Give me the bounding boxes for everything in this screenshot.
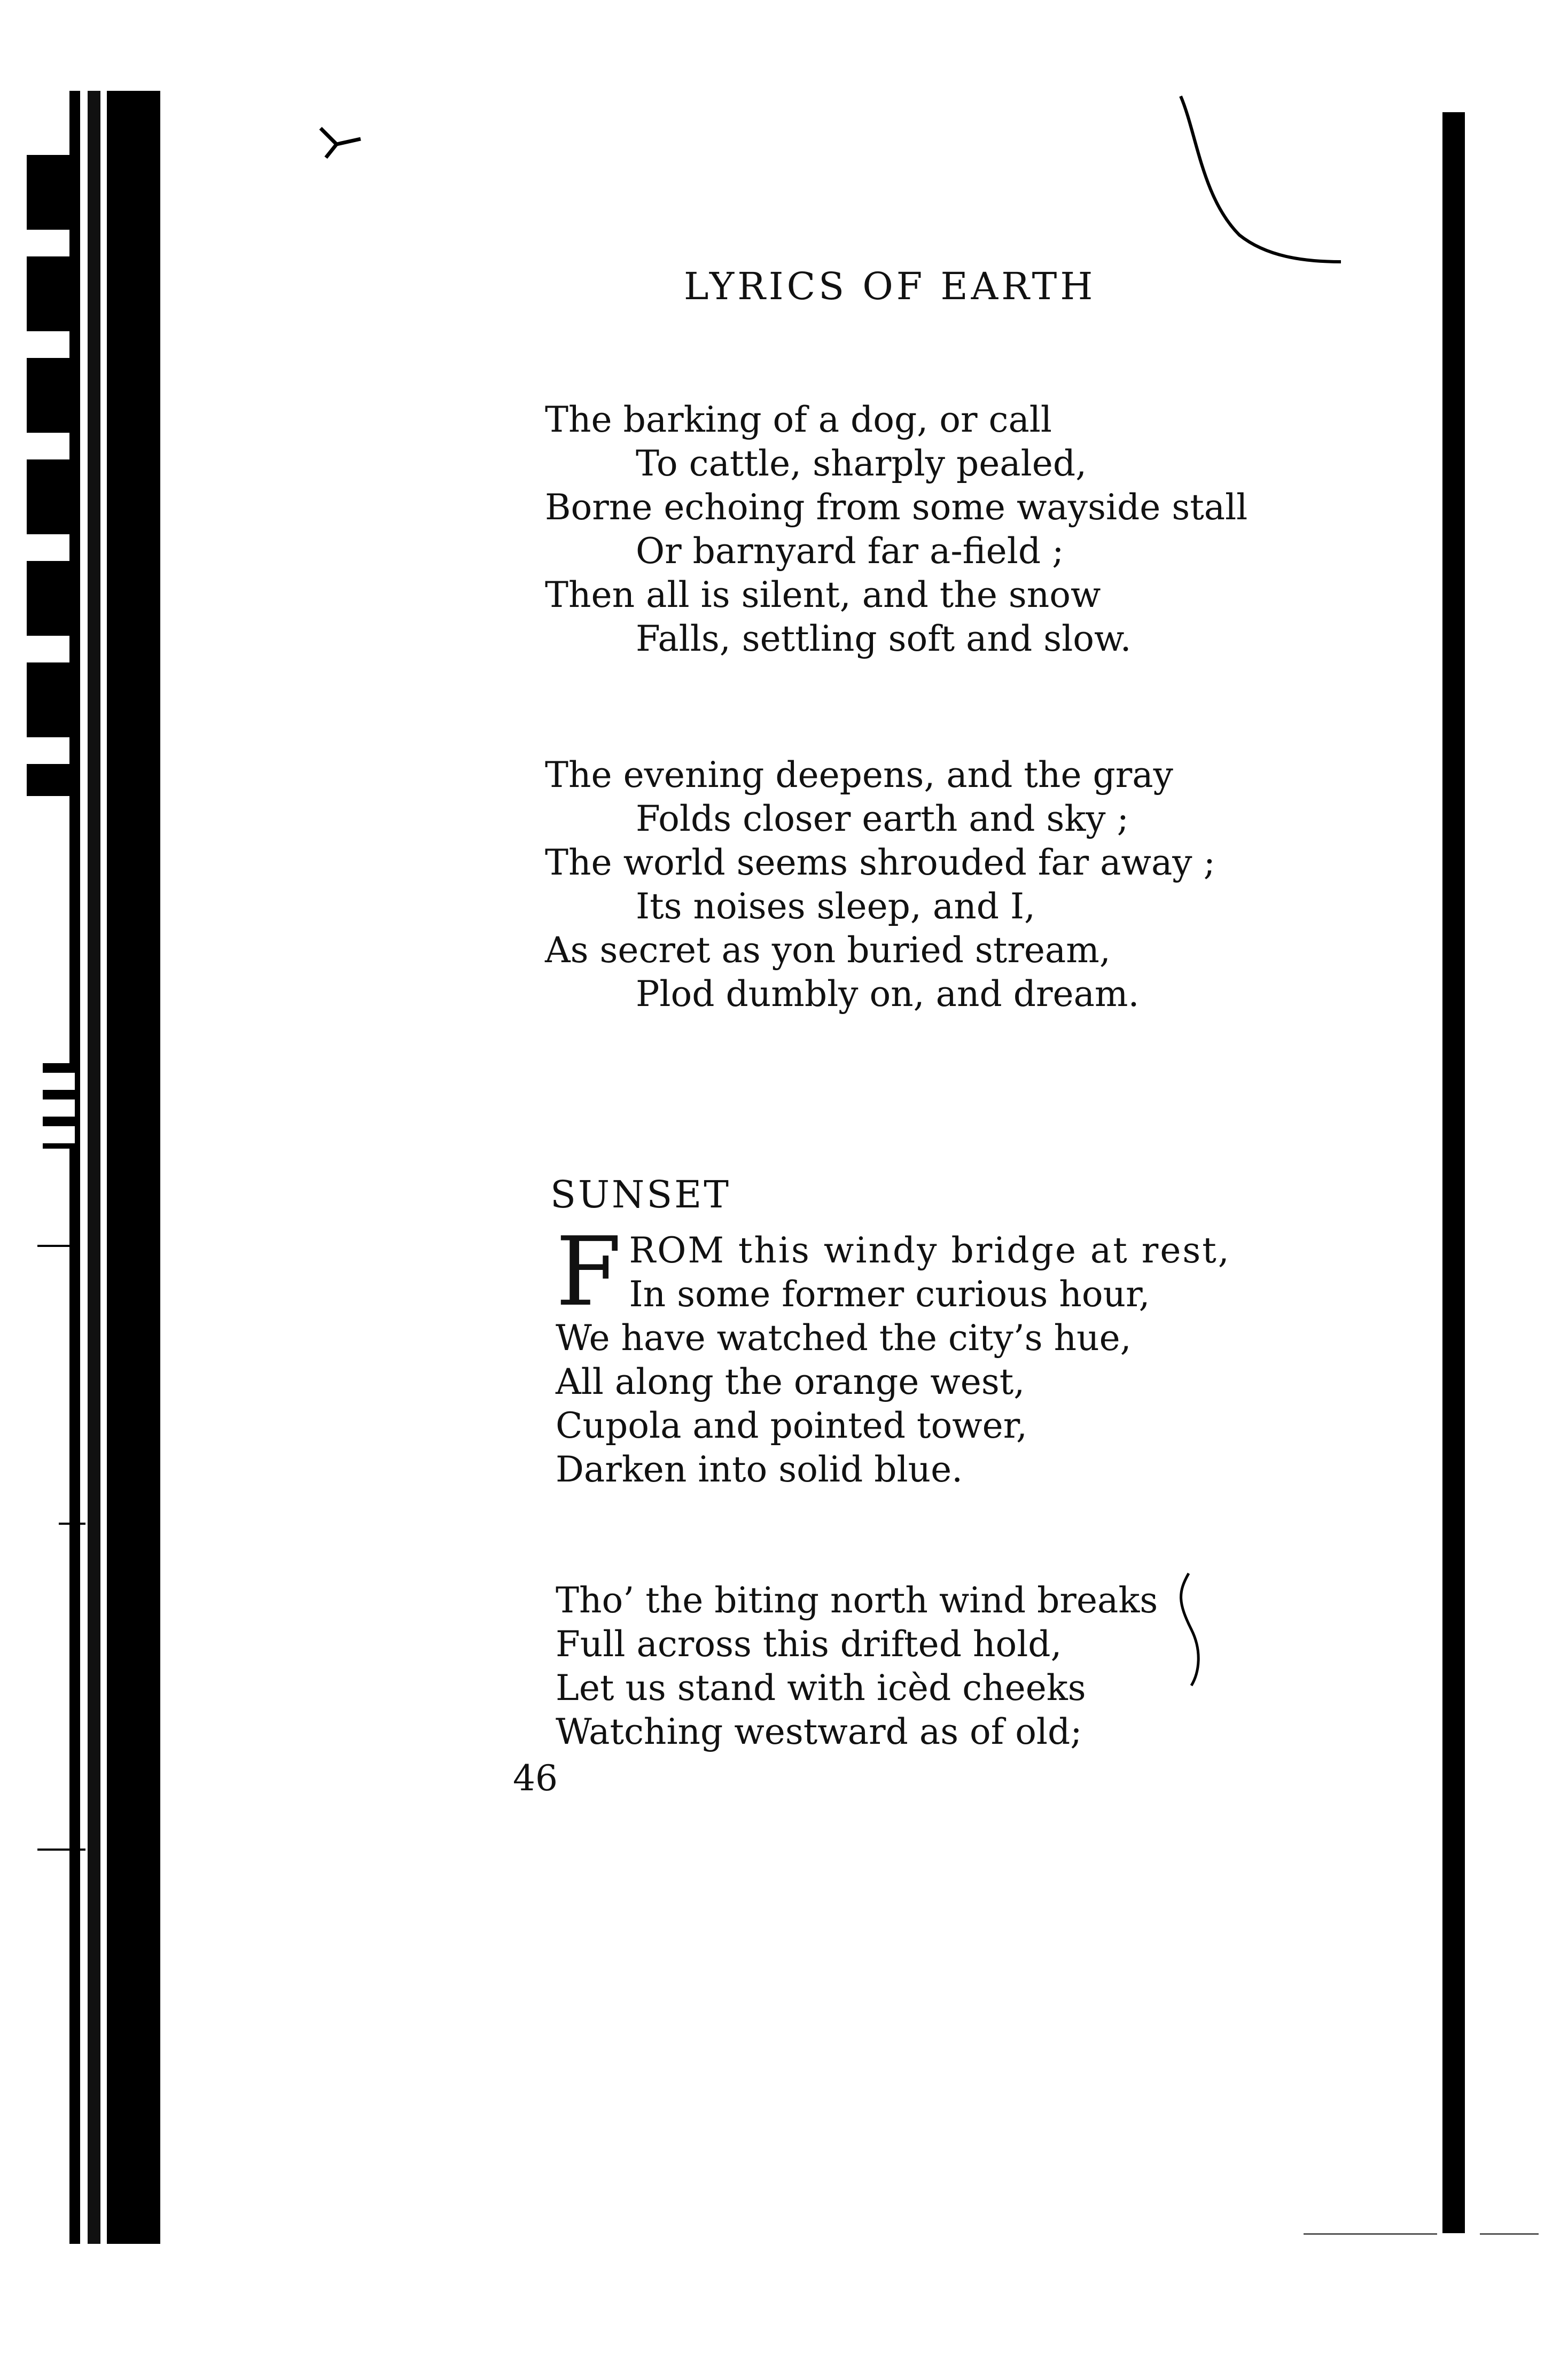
verse-line: Darken into solid blue.: [556, 1449, 963, 1490]
stanza-2: [545, 753, 1215, 1016]
scan-edge-mark: [37, 1849, 85, 1851]
verse-line: Tho’ the biting north wind breaks: [556, 1580, 1158, 1621]
scan-edge-tabs: [27, 155, 75, 796]
sunset-stanza-1: [556, 1216, 1231, 1492]
verse-line: Its noises sleep, and I,: [636, 886, 1036, 927]
sunset-stanza-2: [556, 1579, 1158, 1754]
scan-bottom-dash: [1304, 2233, 1437, 2235]
verse-line: The barking of a dog, or call: [545, 399, 1052, 440]
verse-line: As secret as yon buried stream,: [545, 930, 1111, 971]
scan-edge-mark: [59, 1523, 85, 1525]
scan-right-edge: [1442, 112, 1465, 2233]
pencil-bracket-mark: [1175, 1571, 1207, 1688]
verse-line: Then all is silent, and the snow: [545, 574, 1101, 615]
verse-line: Plod dumbly on, and dream.: [636, 973, 1140, 1015]
running-header: LYRICS OF EARTH: [684, 264, 1096, 308]
verse-line: Full across this drifted hold,: [556, 1624, 1062, 1665]
verse-line: Let us stand with icèd cheeks: [556, 1667, 1086, 1709]
verse-line: Cupola and pointed tower,: [556, 1405, 1028, 1446]
scan-binding-edge: [69, 91, 160, 2244]
verse-line: Or barnyard far a-field ;: [636, 531, 1064, 572]
verse-line: Watching westward as of old;: [556, 1711, 1082, 1752]
poem-title: SUNSET: [550, 1173, 731, 1216]
verse-line: The evening deepens, and the gray: [545, 754, 1173, 796]
drop-cap: F: [556, 1216, 622, 1327]
verse-line: ROM this windy bridge at rest,: [629, 1230, 1231, 1271]
scan-bottom-dash: [1480, 2233, 1539, 2235]
bird-mark: [315, 123, 363, 160]
verse-line: All along the orange west,: [556, 1361, 1025, 1402]
verse-line: We have watched the city’s hue,: [556, 1317, 1132, 1359]
verse-line: The world seems shrouded far away ;: [545, 842, 1215, 883]
stanza-1: [545, 398, 1247, 661]
verse-line: Borne echoing from some wayside stall: [545, 487, 1248, 528]
verse-line: Folds closer earth and sky ;: [636, 798, 1129, 839]
verse-line: Falls, settling soft and slow.: [636, 618, 1132, 659]
verse-line: In some former curious hour,: [629, 1274, 1150, 1315]
verse-line: To cattle, sharply pealed,: [636, 443, 1087, 484]
page-number: 46: [513, 1758, 558, 1799]
scan-edge-ticks: [43, 1063, 75, 1149]
pencil-curl-mark: [1165, 91, 1346, 272]
scan-edge-mark: [37, 1245, 80, 1247]
